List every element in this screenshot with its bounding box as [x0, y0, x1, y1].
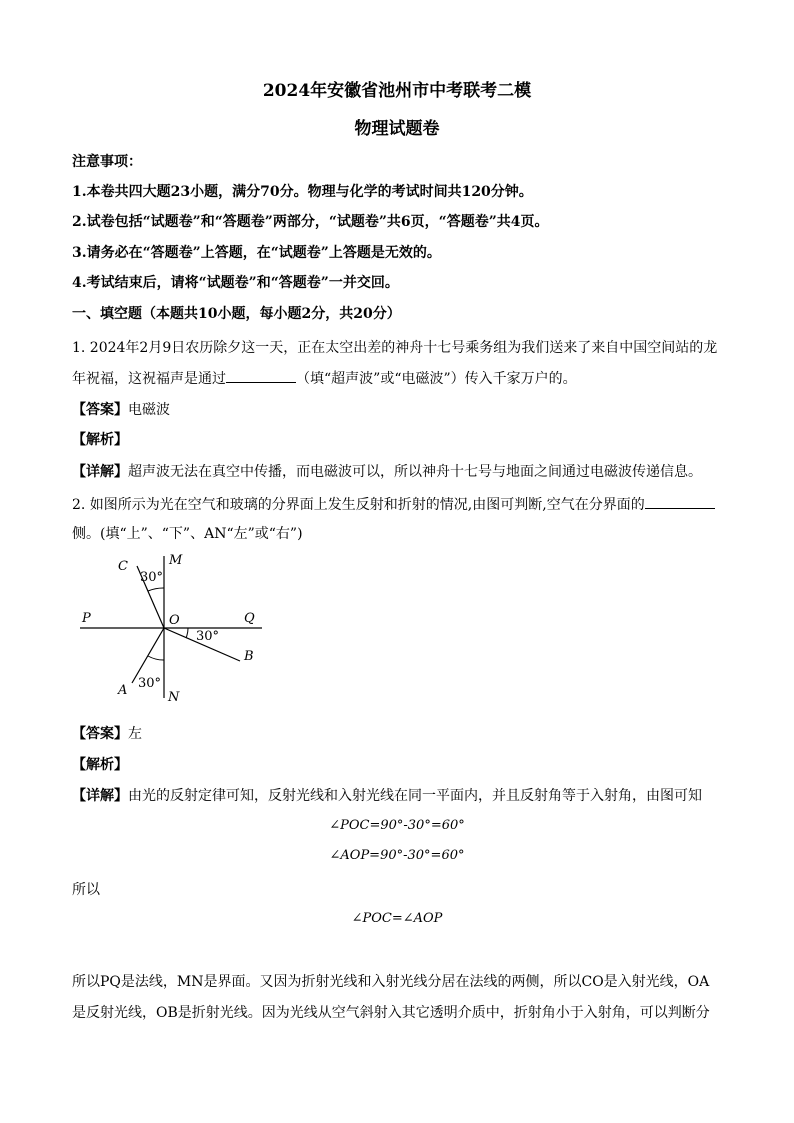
angle-label-bottom: 30°: [138, 676, 162, 691]
q2-answer: [72, 724, 722, 744]
light-reflection-figure: [80, 548, 280, 710]
label-b: B: [244, 649, 254, 664]
answer-text: 左: [128, 726, 142, 742]
q1-answer: [72, 400, 722, 420]
q2-analysis: [72, 755, 722, 775]
detail-text: 由光的反射定律可知，反射光线和入射光线在同一平面内，并且反射角等于入射角，由图可知: [128, 788, 702, 804]
label-o: O: [169, 613, 180, 628]
answer-tag: 【答案】: [72, 726, 128, 742]
analysis-tag: 【解析】: [72, 432, 128, 448]
notice-item: 2.试卷包括“试题卷”和“答题卷”两部分，“试题卷”共6页，“答题卷”共4页。: [72, 214, 549, 230]
label-q: Q: [244, 611, 255, 626]
angle-arc-right: [186, 628, 188, 638]
q1-analysis: [72, 430, 722, 450]
angle-label-top: 30°: [140, 570, 164, 585]
answer-blank: [645, 494, 715, 509]
angle-arc-top: [148, 588, 164, 591]
angle-label-right: 30°: [196, 629, 220, 644]
equation-1: ∠POC=90°-30°=60°: [329, 818, 465, 833]
detail-text: 超声波无法在真空中传播，而电磁波可以，所以神舟十七号与地面之间通过电磁波传递信息。: [128, 464, 702, 480]
notice-item: 4.考试结束后，请将“试题卷”和“答题卷”一并交回。: [72, 275, 399, 291]
detail-tag: 【详解】: [72, 788, 128, 804]
label-a: A: [118, 683, 128, 698]
label-c: C: [118, 559, 128, 574]
page-title: 2024年安徽省池州市中考联考二模: [262, 81, 532, 101]
label-m: M: [169, 553, 183, 568]
label-n: N: [168, 690, 180, 705]
equation-3: ∠POC=∠AOP: [351, 911, 443, 926]
diagram-svg: [80, 548, 280, 710]
q2-para1: 所以PQ是法线，MN是界面。又因为折射光线和入射光线分居在法线的两侧，所以CO是入射光线，OA: [72, 974, 710, 990]
label-p: P: [82, 611, 91, 626]
equation-2: ∠AOP=90°-30°=60°: [329, 848, 465, 863]
q1-line1: 1. 2024年2月9日农历除夕这一天，正在太空出差的神舟十七号乘务组为我们送来了来自中国空间站的龙: [72, 340, 718, 356]
q2-line1: [72, 494, 722, 515]
q2-line2: 侧。(填“上”、“下”、AN“左”或“右”): [72, 526, 303, 542]
analysis-tag: 【解析】: [72, 757, 128, 773]
answer-blank: [226, 368, 296, 383]
detail-tag: 【详解】: [72, 464, 128, 480]
page-subtitle: 物理试题卷: [354, 119, 440, 139]
notice-item: 3.请务必在“答题卷”上答题，在“试题卷”上答题是无效的。: [72, 245, 441, 261]
q2-detail: [72, 786, 722, 806]
answer-text: 电磁波: [128, 402, 170, 418]
ray-oa: [132, 628, 164, 683]
angle-arc-bottom: [148, 656, 164, 660]
notice-item: 1.本卷共四大题23小题，满分70分。物理与化学的考试时间共120分钟。: [72, 184, 533, 200]
q1-line2-post: （填“超声波”或“电磁波”）传入千家万户的。: [296, 371, 577, 387]
q2-para2: 是反射光线，OB是折射光线。因为光线从空气斜射入其它透明介质中，折射角小于入射角，可以判断分: [72, 1005, 710, 1021]
q2-line1-pre: 2. 如图所示为光在空气和玻璃的分界面上发生反射和折射的情况,由图可判断,空气在分界面的: [72, 497, 645, 513]
q1-line2-pre: 年祝福，这祝福声是通过: [72, 371, 226, 387]
notice-heading: 注意事项：: [72, 154, 142, 170]
so-text: 所以: [72, 882, 100, 898]
q1-line2: [72, 368, 722, 389]
section-heading: 一、填空题（本题共10小题，每小题2分，共20分）: [72, 306, 401, 322]
answer-tag: 【答案】: [72, 402, 128, 418]
q1-detail: [72, 462, 722, 482]
